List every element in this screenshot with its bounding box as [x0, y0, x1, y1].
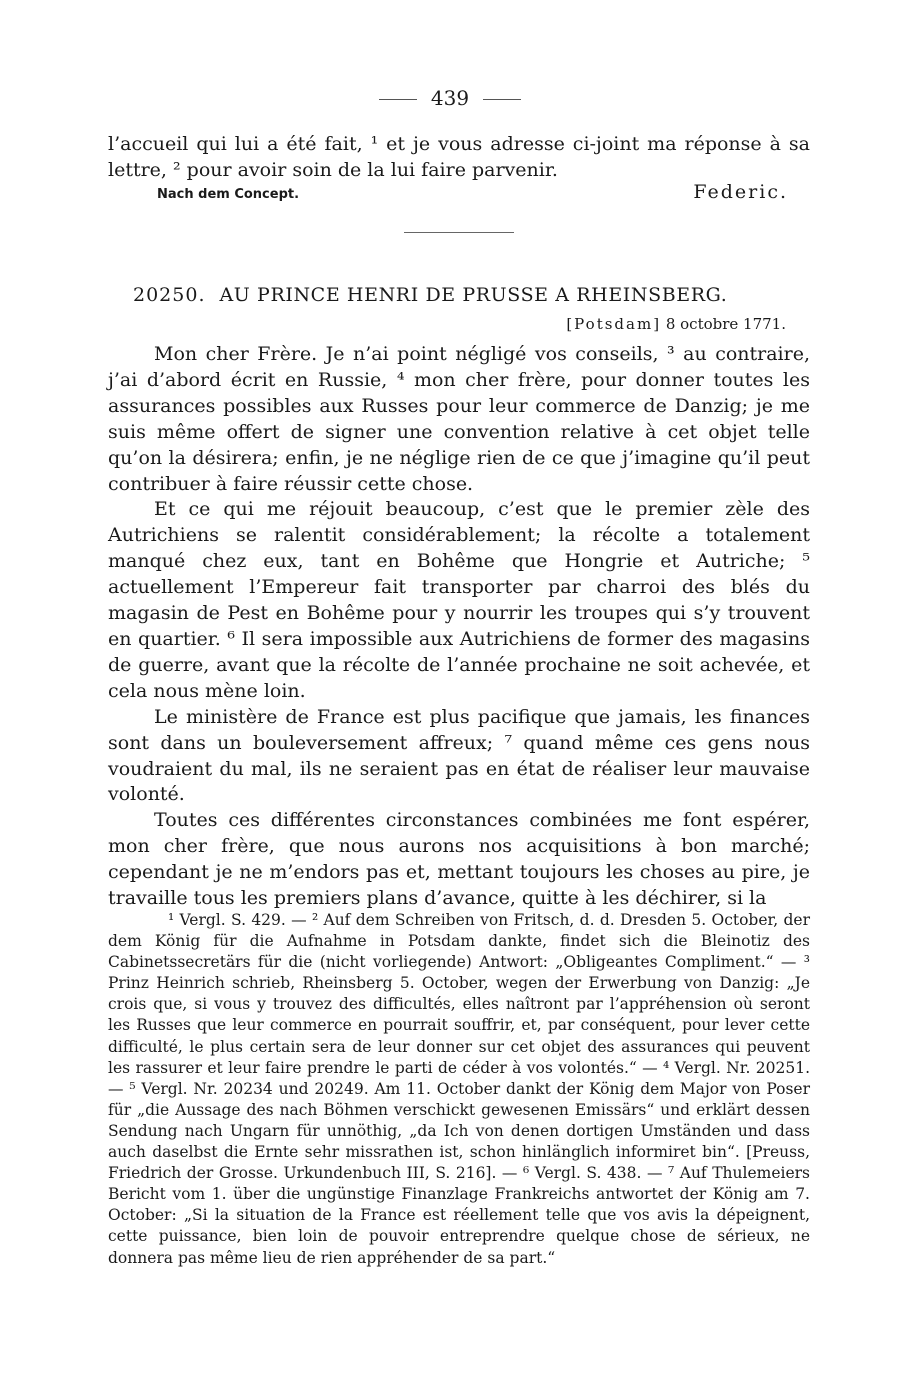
source-note: Nach dem Concept.	[157, 187, 300, 202]
header-dash-right	[483, 99, 521, 100]
letter-paragraph: Le ministère de France est plus pacifique que jamais, les finances sont dans un bouleversement affreux; ⁷ quand même ces gens nous voudraient du mal, ils ne seraient pas en état de réaliser leur mauvaise volonté.	[108, 705, 810, 806]
continuation-paragraph: l’accueil qui lui a été fait, ¹ et je vous adresse ci-joint ma réponse à sa lettre, ² pour avoir soin de la lui faire parvenir.	[108, 133, 810, 181]
letter-date: 8 octobre 1771.	[665, 315, 786, 333]
footnote-text: ¹ Vergl. S. 429. — ² Auf dem Schreiben von Fritsch, d. d. Dresden 5. October, der dem König für die Aufnahme in Potsdam dankte, findet sich die Bleinotiz des Cabinetssecretärs für die (nicht vorliegende) Antwort: „Obligeantes Compliment.“ — ³ Prinz Heinrich schrieb, Rheinsberg 5. October, wegen der Erwerbung von Danzig: „Je crois que, si vous y trouvez des difficultés, elles naîtront par l’appréhension où seront les Russes que leur commerce en pourrait souffrir, et, par conséquent, pour lever cette difficulté, le plus certain sera de leur donner sur cet objet des assurances qui peuvent les rassurer et leur faire prendre le parti de céder à vos volontés.“ — ⁴ Vergl. Nr. 20251. — ⁵ Vergl. Nr. 20234 und 20249. Am 11. October dankt der König dem Major von Poser für „die Aussage des nach Böhmen verschickt gewesenen Emissärs“ und erklärt dessen Sendung nach Ungarn für unnöthig, „da Ich von denen dortigen Umständen und dass auch daselbst die Ernte sehr missrathen ist, schon hinlänglich informiret bin“. [Preuss, Friedrich der Grosse. Urkundenbuch III, S. 216]. — ⁶ Vergl. S. 438. — ⁷ Auf Thulemeiers Bericht vom 1. über die ungünstige Finanzlage Frankreichs antwortet der König am 7. October: „Si la situation de la France est réellement telle que vos avis la dépeignent, cette puissance, bien loin de pouvoir entreprendre quelque chose de sérieux, ne donnera pas même lieu de rien appréhender de sa part.“	[108, 911, 810, 1267]
letter-number: 20250.	[133, 284, 206, 306]
letter-heading	[133, 284, 793, 306]
letter-paragraph: Toutes ces différentes circonstances combinées me font espérer, mon cher frère, que nous aurons nos acquisitions à bon marché; cependant je ne m’endors pas et, mettant toujours les choses au pire, je travaille tous les premiers plans d’avance, quitte à les déchirer, si la	[108, 809, 810, 910]
letter-title: AU PRINCE HENRI DE PRUSSE A RHEINSBERG.	[219, 284, 728, 306]
letter-dateline	[566, 315, 786, 333]
letter-body	[108, 342, 810, 912]
footnotes	[108, 910, 810, 1269]
header-dash-left	[379, 99, 417, 100]
signature: Federic.	[693, 181, 788, 203]
section-divider	[404, 232, 514, 233]
page-number: 439	[430, 86, 470, 110]
letter-paragraph: Mon cher Frère. Je n’ai point négligé vos conseils, ³ au contraire, j’ai d’abord écrit en Russie, ⁴ mon cher frère, pour donner toutes les assurances possibles aux Russes pour leur commerce de Danzig; je me suis même offert de signer une convention relative à cet objet telle qu’on la désirera; enfin, je ne néglige rien de ce que j’imagine qu’il peut contribuer à faire réussir cette chose.	[108, 343, 810, 495]
page-header	[0, 86, 900, 110]
letter-paragraph: Et ce qui me réjouit beaucoup, c’est que le premier zèle des Autrichiens se ralentit considérablement; la récolte a totalement manqué chez eux, tant en Bohême que Hongrie et Autriche; ⁵ actuellement l’Empereur fait transporter par charroi des blés du magasin de Pest en Bohême pour y nourrir les troupes qui s’y trouvent en quartier. ⁶ Il sera impossible aux Autrichiens de former des magasins de guerre, avant que la récolte de l’année prochaine ne soit achevée, et cela nous mène loin.	[108, 498, 810, 702]
letter-place: [Potsdam]	[566, 315, 662, 333]
